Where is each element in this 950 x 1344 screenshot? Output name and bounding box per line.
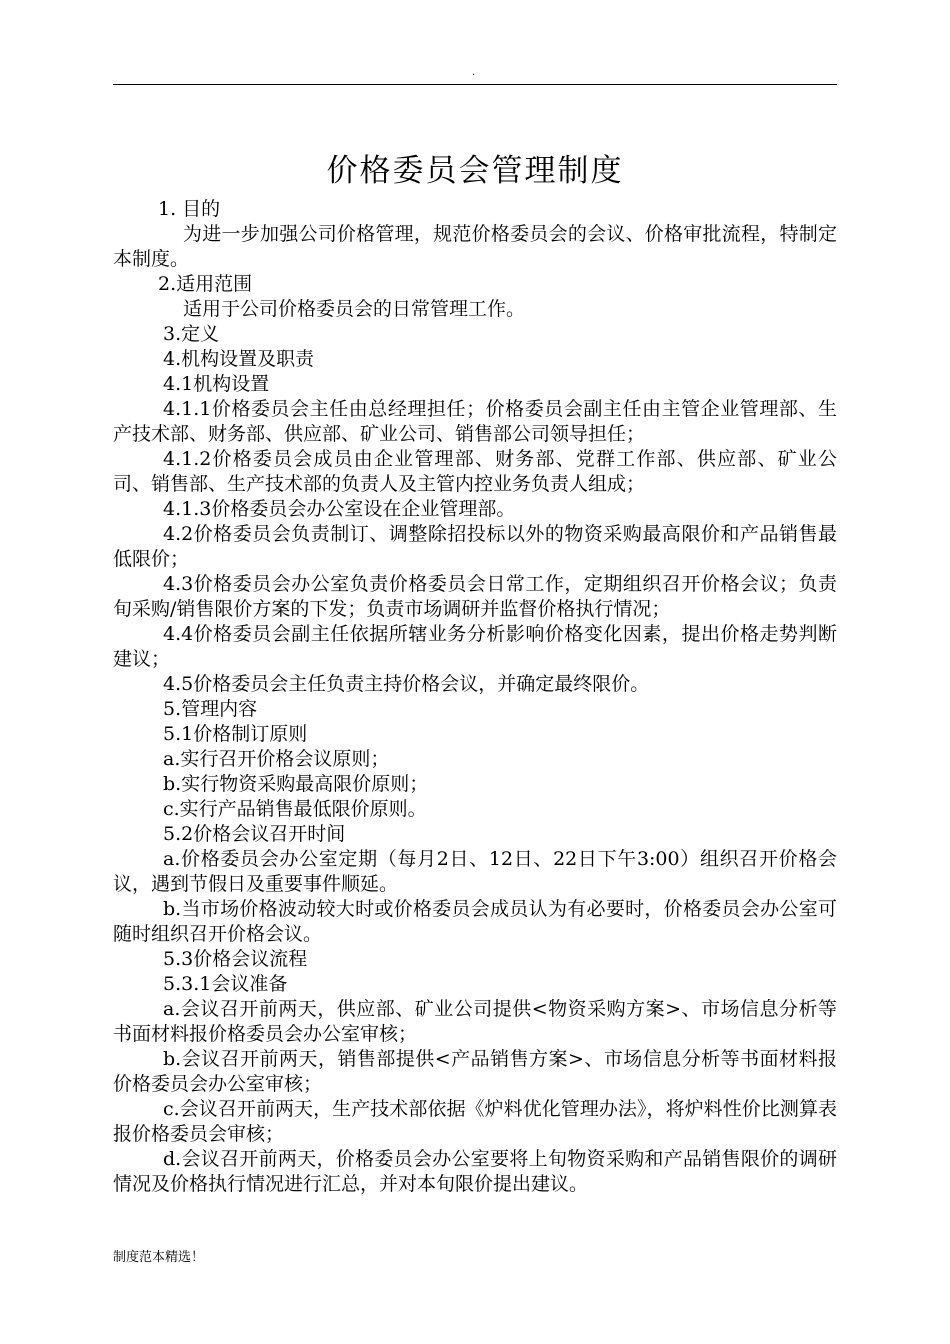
- section-heading: 5.3.1会议准备: [163, 973, 288, 995]
- paragraph: a.会议召开前两天，供应部、矿业公司提供<物资采购方案>、市场信息分析等书面材料报价格委员会办公室审核；: [113, 998, 837, 1045]
- list-item: a.实行召开价格会议原则；: [163, 748, 390, 770]
- section-heading: 2.适用范围: [158, 273, 253, 295]
- list-item: c.实行产品销售最低限价原则。: [163, 798, 427, 820]
- section-heading: 3.定义: [163, 323, 220, 345]
- list-item: b.实行物资采购最高限价原则；: [163, 773, 429, 795]
- document-body: [113, 197, 837, 1197]
- paragraph: 4.1.3价格委员会办公室设在企业管理部。: [163, 498, 516, 520]
- section-heading: 5.3价格会议流程: [163, 948, 308, 970]
- paragraph: c.会议召开前两天，生产技术部依据《炉料优化管理办法》，将炉料性价比测算表报价格委员会审核；: [113, 1098, 837, 1145]
- paragraph: 适用于公司价格委员会的日常管理工作。: [183, 298, 526, 320]
- paragraph: b.会议召开前两天，销售部提供<产品销售方案>、市场信息分析等书面材料报价格委员会办公室审核；: [113, 1048, 837, 1095]
- paragraph: b.当市场价格波动较大时或价格委员会成员认为有必要时，价格委员会办公室可随时组织召开价格会议。: [113, 898, 837, 945]
- paragraph: 4.1.2价格委员会成员由企业管理部、财务部、党群工作部、供应部、矿业公司、销售部、生产技术部的负责人及主管内控业务负责人组成；: [113, 448, 837, 495]
- page-title: 价格委员会管理制度: [326, 152, 624, 189]
- section-heading: 5.1价格制订原则: [163, 723, 308, 745]
- section-heading: 5.2价格会议召开时间: [163, 823, 346, 845]
- paragraph: 4.2价格委员会负责制订、调整除招投标以外的物资采购最高限价和产品销售最低限价；: [113, 523, 837, 570]
- page-footer: 制度范本精选！: [113, 1250, 205, 1265]
- paragraph: 4.4价格委员会副主任依据所辖业务分析影响价格变化因素，提出价格走势判断建议；: [113, 623, 837, 670]
- paragraph: 4.3价格委员会办公室负责价格委员会日常工作，定期组织召开价格会议；负责旬采购/销售限价方案的下发；负责市场调研并监督价格执行情况；: [113, 573, 837, 620]
- header-mark: .: [472, 67, 476, 78]
- section-heading: 4.机构设置及职责: [163, 348, 315, 370]
- section-heading: 1. 目的: [158, 198, 221, 220]
- paragraph: d.会议召开前两天，价格委员会办公室要将上旬物资采购和产品销售限价的调研情况及价格执行情况进行汇总，并对本旬限价提出建议。: [113, 1148, 837, 1195]
- paragraph: 为进一步加强公司价格管理，规范价格委员会的会议、价格审批流程，特制定本制度。: [113, 223, 837, 270]
- section-heading: 5.管理内容: [163, 698, 258, 720]
- paragraph: 4.1.1价格委员会主任由总经理担任；价格委员会副主任由主管企业管理部、生产技术部、财务部、供应部、矿业公司、销售部公司领导担任；: [113, 398, 837, 445]
- header-rule: [113, 84, 837, 85]
- paragraph: a.价格委员会办公室定期（每月2日、12日、22日下午3:00）组织召开价格会议，遇到节假日及重要事件顺延。: [113, 848, 837, 895]
- paragraph: 4.5价格委员会主任负责主持价格会议，并确定最终限价。: [163, 673, 650, 695]
- section-heading: 4.1机构设置: [163, 373, 270, 395]
